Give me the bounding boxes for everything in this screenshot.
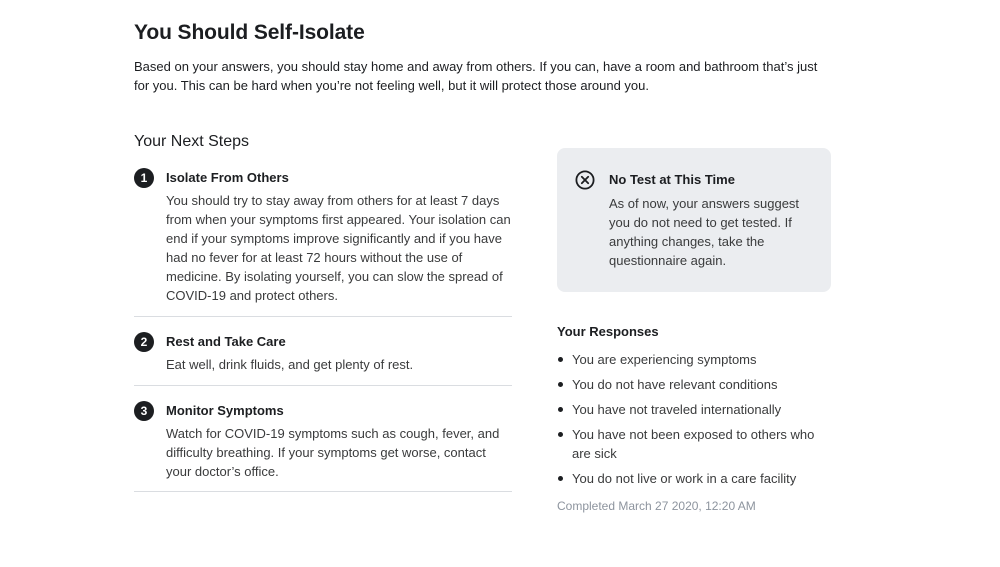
x-circle-icon bbox=[575, 170, 595, 190]
response-text: You have not traveled internationally bbox=[572, 402, 782, 417]
bullet-icon bbox=[558, 407, 563, 412]
response-text: You have not been exposed to others who are sick bbox=[572, 427, 815, 461]
response-text: You are experiencing symptoms bbox=[572, 352, 757, 367]
step-item-isolate bbox=[134, 168, 512, 317]
list-item bbox=[557, 425, 827, 463]
no-test-body: As of now, your answers suggest you do not need to get tested. If anything changes, take the questionnaire again. bbox=[609, 196, 800, 268]
step-body: Watch for COVID-19 symptoms such as cough, fever, and difficulty breathing. If your symptoms get worse, contact your doctor’s office. bbox=[166, 426, 500, 479]
step-number-2-icon: 2 bbox=[134, 332, 154, 352]
response-text: You do not have relevant conditions bbox=[572, 377, 778, 392]
responses-list bbox=[557, 350, 827, 494]
step-title: Isolate From Others bbox=[166, 170, 289, 185]
list-item bbox=[557, 350, 827, 369]
bullet-icon bbox=[558, 432, 563, 437]
list-item bbox=[557, 469, 827, 488]
no-test-title: No Test at This Time bbox=[609, 172, 735, 187]
list-item bbox=[557, 375, 827, 394]
step-item-rest bbox=[134, 332, 512, 386]
step-number-3-icon: 3 bbox=[134, 401, 154, 421]
step-item-monitor bbox=[134, 401, 512, 492]
page-title: You Should Self-Isolate bbox=[134, 21, 365, 44]
bullet-icon bbox=[558, 476, 563, 481]
completed-timestamp: Completed March 27 2020, 12:20 AM bbox=[557, 499, 756, 513]
step-body: You should try to stay away from others for at least 7 days from when your symptoms first appeared. Your isolation can end if your symptoms improve significantly and if you have had no fever for at least 72 hours without the use of medicine. By isolating yourself, you can slow the spread of COVID-19 and protect others. bbox=[166, 193, 511, 303]
bullet-icon bbox=[558, 357, 563, 362]
step-number-1-icon: 1 bbox=[134, 168, 154, 188]
responses-heading: Your Responses bbox=[557, 324, 659, 339]
next-steps-list bbox=[134, 168, 512, 492]
step-body: Eat well, drink fluids, and get plenty of rest. bbox=[166, 357, 414, 372]
list-item bbox=[557, 400, 827, 419]
next-steps-heading: Your Next Steps bbox=[134, 133, 250, 150]
response-text: You do not live or work in a care facility bbox=[572, 471, 797, 486]
intro-text: Based on your answers, you should stay home and away from others. If you can, have a room and bathroom that’s just for you. This can be hard when you’re not feeling well, but it will protect those around you. bbox=[134, 59, 818, 93]
step-title: Rest and Take Care bbox=[166, 334, 286, 349]
step-title: Monitor Symptoms bbox=[166, 403, 284, 418]
no-test-card bbox=[557, 148, 831, 292]
bullet-icon bbox=[558, 382, 563, 387]
